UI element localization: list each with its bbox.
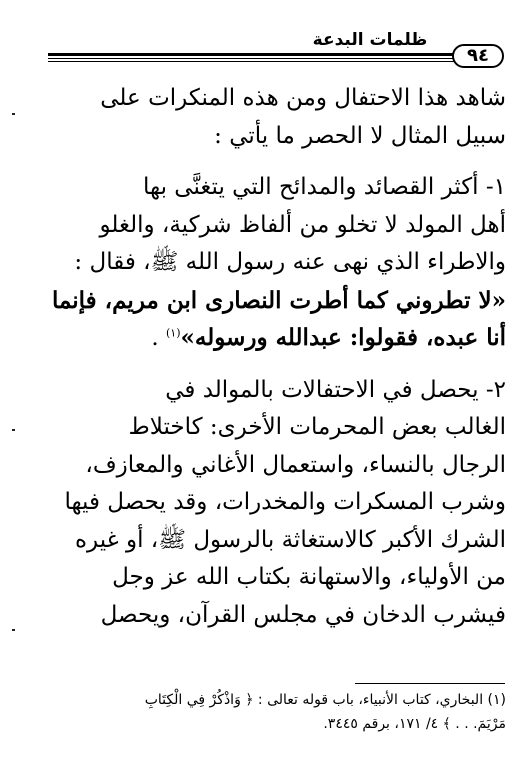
point-2-line-4: وشرب المسكرات والمخدرات، وقد يحصل فيها bbox=[64, 489, 506, 515]
intro-line-1: شاهد هذا الاحتفال ومن هذه المنكرات على bbox=[100, 85, 506, 111]
point-1-line-1: ١- أكثر القصائد والمدائح التي يتغنَّى بها bbox=[142, 174, 506, 200]
page-number-badge: ٩٤ bbox=[452, 44, 504, 68]
header-rule-thin-lower bbox=[48, 61, 458, 62]
point-2-line-5: الشرك الأكبر كالاستغاثة بالرسول ﷺ، أو غيره bbox=[74, 526, 506, 553]
point-1-line-3: والاطراء الذي نهى عنه رسول الله ﷺ، فقال : bbox=[74, 249, 506, 275]
main-text bbox=[44, 80, 506, 634]
header-rule-thick bbox=[48, 53, 458, 56]
point-2-line-7: فيشرب الدخان في مجلس القرآن، ويحصل bbox=[100, 601, 506, 628]
footnote-marker: (١) bbox=[166, 326, 181, 340]
margin-mark bbox=[12, 629, 15, 631]
sentence-end: . bbox=[151, 325, 166, 351]
intro-line-2: سبيل المثال لا الحصر ما يأتي : bbox=[214, 122, 506, 149]
point-2-line-6: من الأولياء، والاستهانة بكتاب الله عز وجل bbox=[112, 564, 506, 590]
point-2-line-1: ٢- يحصل في الاحتفالات بالموالد في bbox=[165, 376, 506, 403]
hadith-quote-line-2: أنا عبده، فقولوا: عبدالله ورسوله» bbox=[180, 324, 506, 351]
point-2-line-3: الرجال بالنساء، واستعمال الأغاني والمعازف، bbox=[85, 451, 506, 478]
margin-mark bbox=[12, 113, 15, 115]
point-1-line-2: أهل المولد لا تخلو من ألفاظ شركية، والغلو bbox=[99, 211, 506, 238]
hadith-quote-line-1: «لا تطروني كما أطرت النصارى ابن مريم، فإنما bbox=[51, 286, 506, 314]
margin-mark bbox=[12, 429, 15, 431]
header-rule-thin bbox=[48, 58, 458, 59]
running-header-title: ظلمات البدعة bbox=[312, 30, 428, 50]
footnote bbox=[44, 688, 506, 736]
footnote-line-2: مَرْيَمَ. . . ﴾ ٤/ ١٧١، برقم ٣٤٤٥. bbox=[323, 716, 506, 732]
point-2-line-2: الغالب بعض المحرمات الأخرى: كاختلاط bbox=[128, 414, 506, 440]
point-1-line-5 bbox=[44, 319, 506, 358]
footnote-separator bbox=[355, 683, 505, 684]
footnote-line-1: (١) البخاري، كتاب الأنبياء، باب قوله تعالى : ﴿ وَاذْكُرْ فِي الْكِتَابِ bbox=[144, 692, 506, 708]
